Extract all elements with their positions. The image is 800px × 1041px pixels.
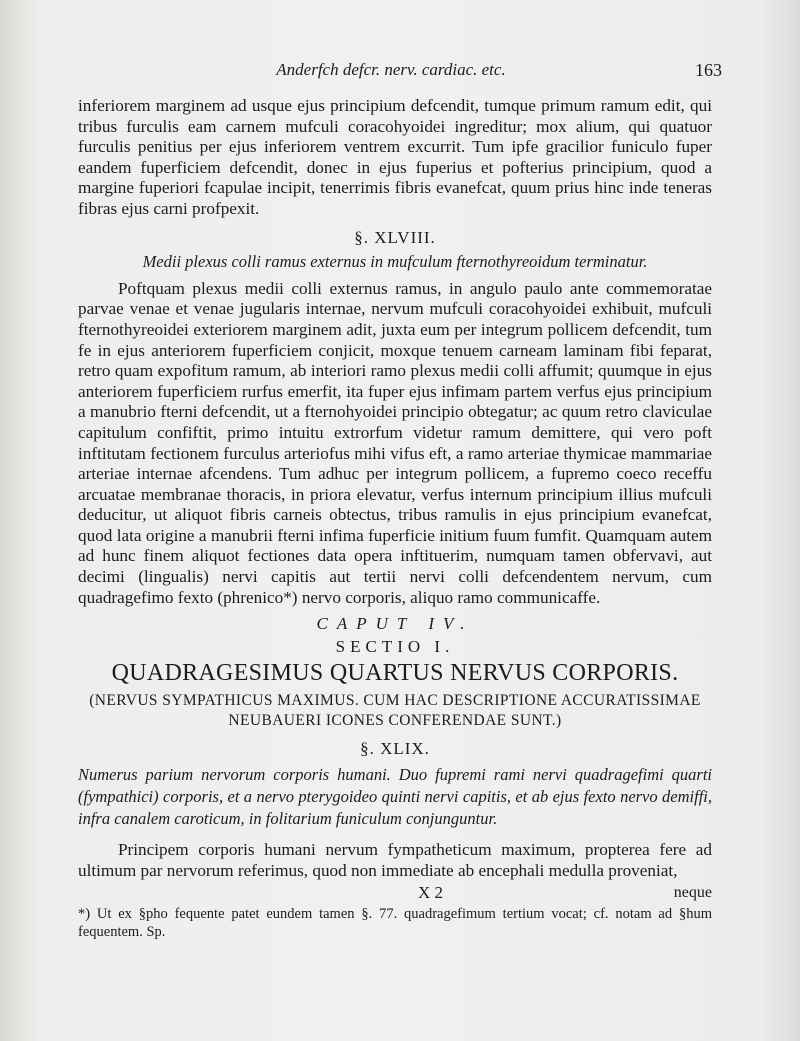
section-summary-49: Numerus parium nervorum corporis humani. Duo fupremi rami nervi quadragefimi quarti (fympathici) corporis, et a nervo pterygoideo quinti nervi capitis, et ab ejus fexto nervo demiffi, infra canalem caroticum, in folitarium funiculum conjunguntur. — [78, 765, 712, 829]
page-footer — [78, 883, 712, 941]
chapter-title: QUADRAGESIMUS QUARTUS NERVUS CORPORIS. — [111, 660, 679, 687]
section-heading-49: §. XLIX. — [360, 739, 430, 759]
section-rubric-48: Medii plexus colli ramus externus in mufculum fternothyreoidum terminatur. — [142, 252, 648, 272]
page-body — [78, 96, 712, 941]
chapter-subtitle: (NERVUS SYMPATHICUS MAXIMUS. CUM HAC DESCRIPTIONE ACCURATISSIMAE NEUBAUERI ICONES CONFERENDAE SUNT.) — [89, 692, 701, 730]
footnote: *) Ut ex §pho fequente patet eundem tamen §. 77. quadragefimum tertium vocat; cf. notam ad §hum fequentem. Sp. — [78, 906, 712, 941]
paragraph-section-49: Principem corporis humani nervum fympatheticum maximum, propterea fere ad ultimum par nervorum referimus, quod non immediate ab encephali medulla proveniat, — [78, 840, 712, 880]
chapter-sectio: SECTIO I. — [335, 636, 455, 656]
signature-line — [78, 883, 712, 903]
catchword: neque — [673, 884, 712, 902]
running-title: Anderfch defcr. nerv. cardiac. etc. — [276, 60, 506, 79]
chapter-caput: CAPUT IV. — [316, 614, 474, 634]
paragraph-section-48: Poftquam plexus medii colli externus ramus, in angulo paulo ante commemoratae parvae venae et venae jugularis internae, nervum mufculi coracohyoidei exhibuit, mufculi fternothyreoidei exteriorem marginem adit, juxta eum per integrum pollicem defcendit, tum fe in ejus anteriorem fuperficiem conjicit, moxque tenuem carneam laminam fibi feparat, retro quam expofitum ramum, ab interiori ramo plexus medii colli affumit; quumque in ejus anteriorem fuperficiem rurfus emerfit, ita fuper ejus infimam partem verfus ejus principium a manubrio fterni defcendit, ut a fternohyoidei principio obtegatur; ac quum retro claviculae capitulum confiftit, primo intuitu extrorfum videtur ramum demittere, qui vero poft inftitutam fectionem furculus arteriofus mihi vifus eft, a ramo arteriae thymicae mammariae arteriae internae afcendens. Tum adhuc per integrum pollicem, a fupremo coeco receffu arcuatae membranae thoracis, in priora elevatur, verfus internum principium illius mufculi deducitur, ut aliquot fibris carneis obtectus, tribus ramulis in ejus principium evanefcat, quod lata origine a manubrii fterni infima fuperficie initium fuum fumfit. Quamquam autem ad hunc finem aliquot fectiones data opera inftituerim, numquam tamen obfervavi, aut decimi (lingualis) nervi capitis aut tertii nervi colli defcendentem nervum, cum quadragefimo fexto (phrenico*) nervo corporis, aliquo ramo communicaffe. — [78, 278, 712, 607]
section-heading-48: §. XLVIII. — [354, 227, 436, 247]
page-number: 163 — [695, 60, 722, 80]
signature-mark: X 2 — [418, 883, 444, 903]
paragraph-continued: inferiorem marginem ad usque ejus principium defcendit, tumque primum ramum edit, qui tribus furculis eam carnem mufculi coracohyoidei ingreditur; mox alium, qui quatuor furculis penitius per ejus inferiorem ventrem excurrit. Tum ipfe gracilior funiculo fuper eandem fuperficiem defcendit, donec in ejus fuperius et pofterius principium, quod a margine fuperiori fcapulae incipit, tenerrimis fibris evanefcat, quum prius hinc inde teneras fibras ejus carni profpexit. — [78, 96, 712, 218]
page-header — [70, 60, 722, 90]
